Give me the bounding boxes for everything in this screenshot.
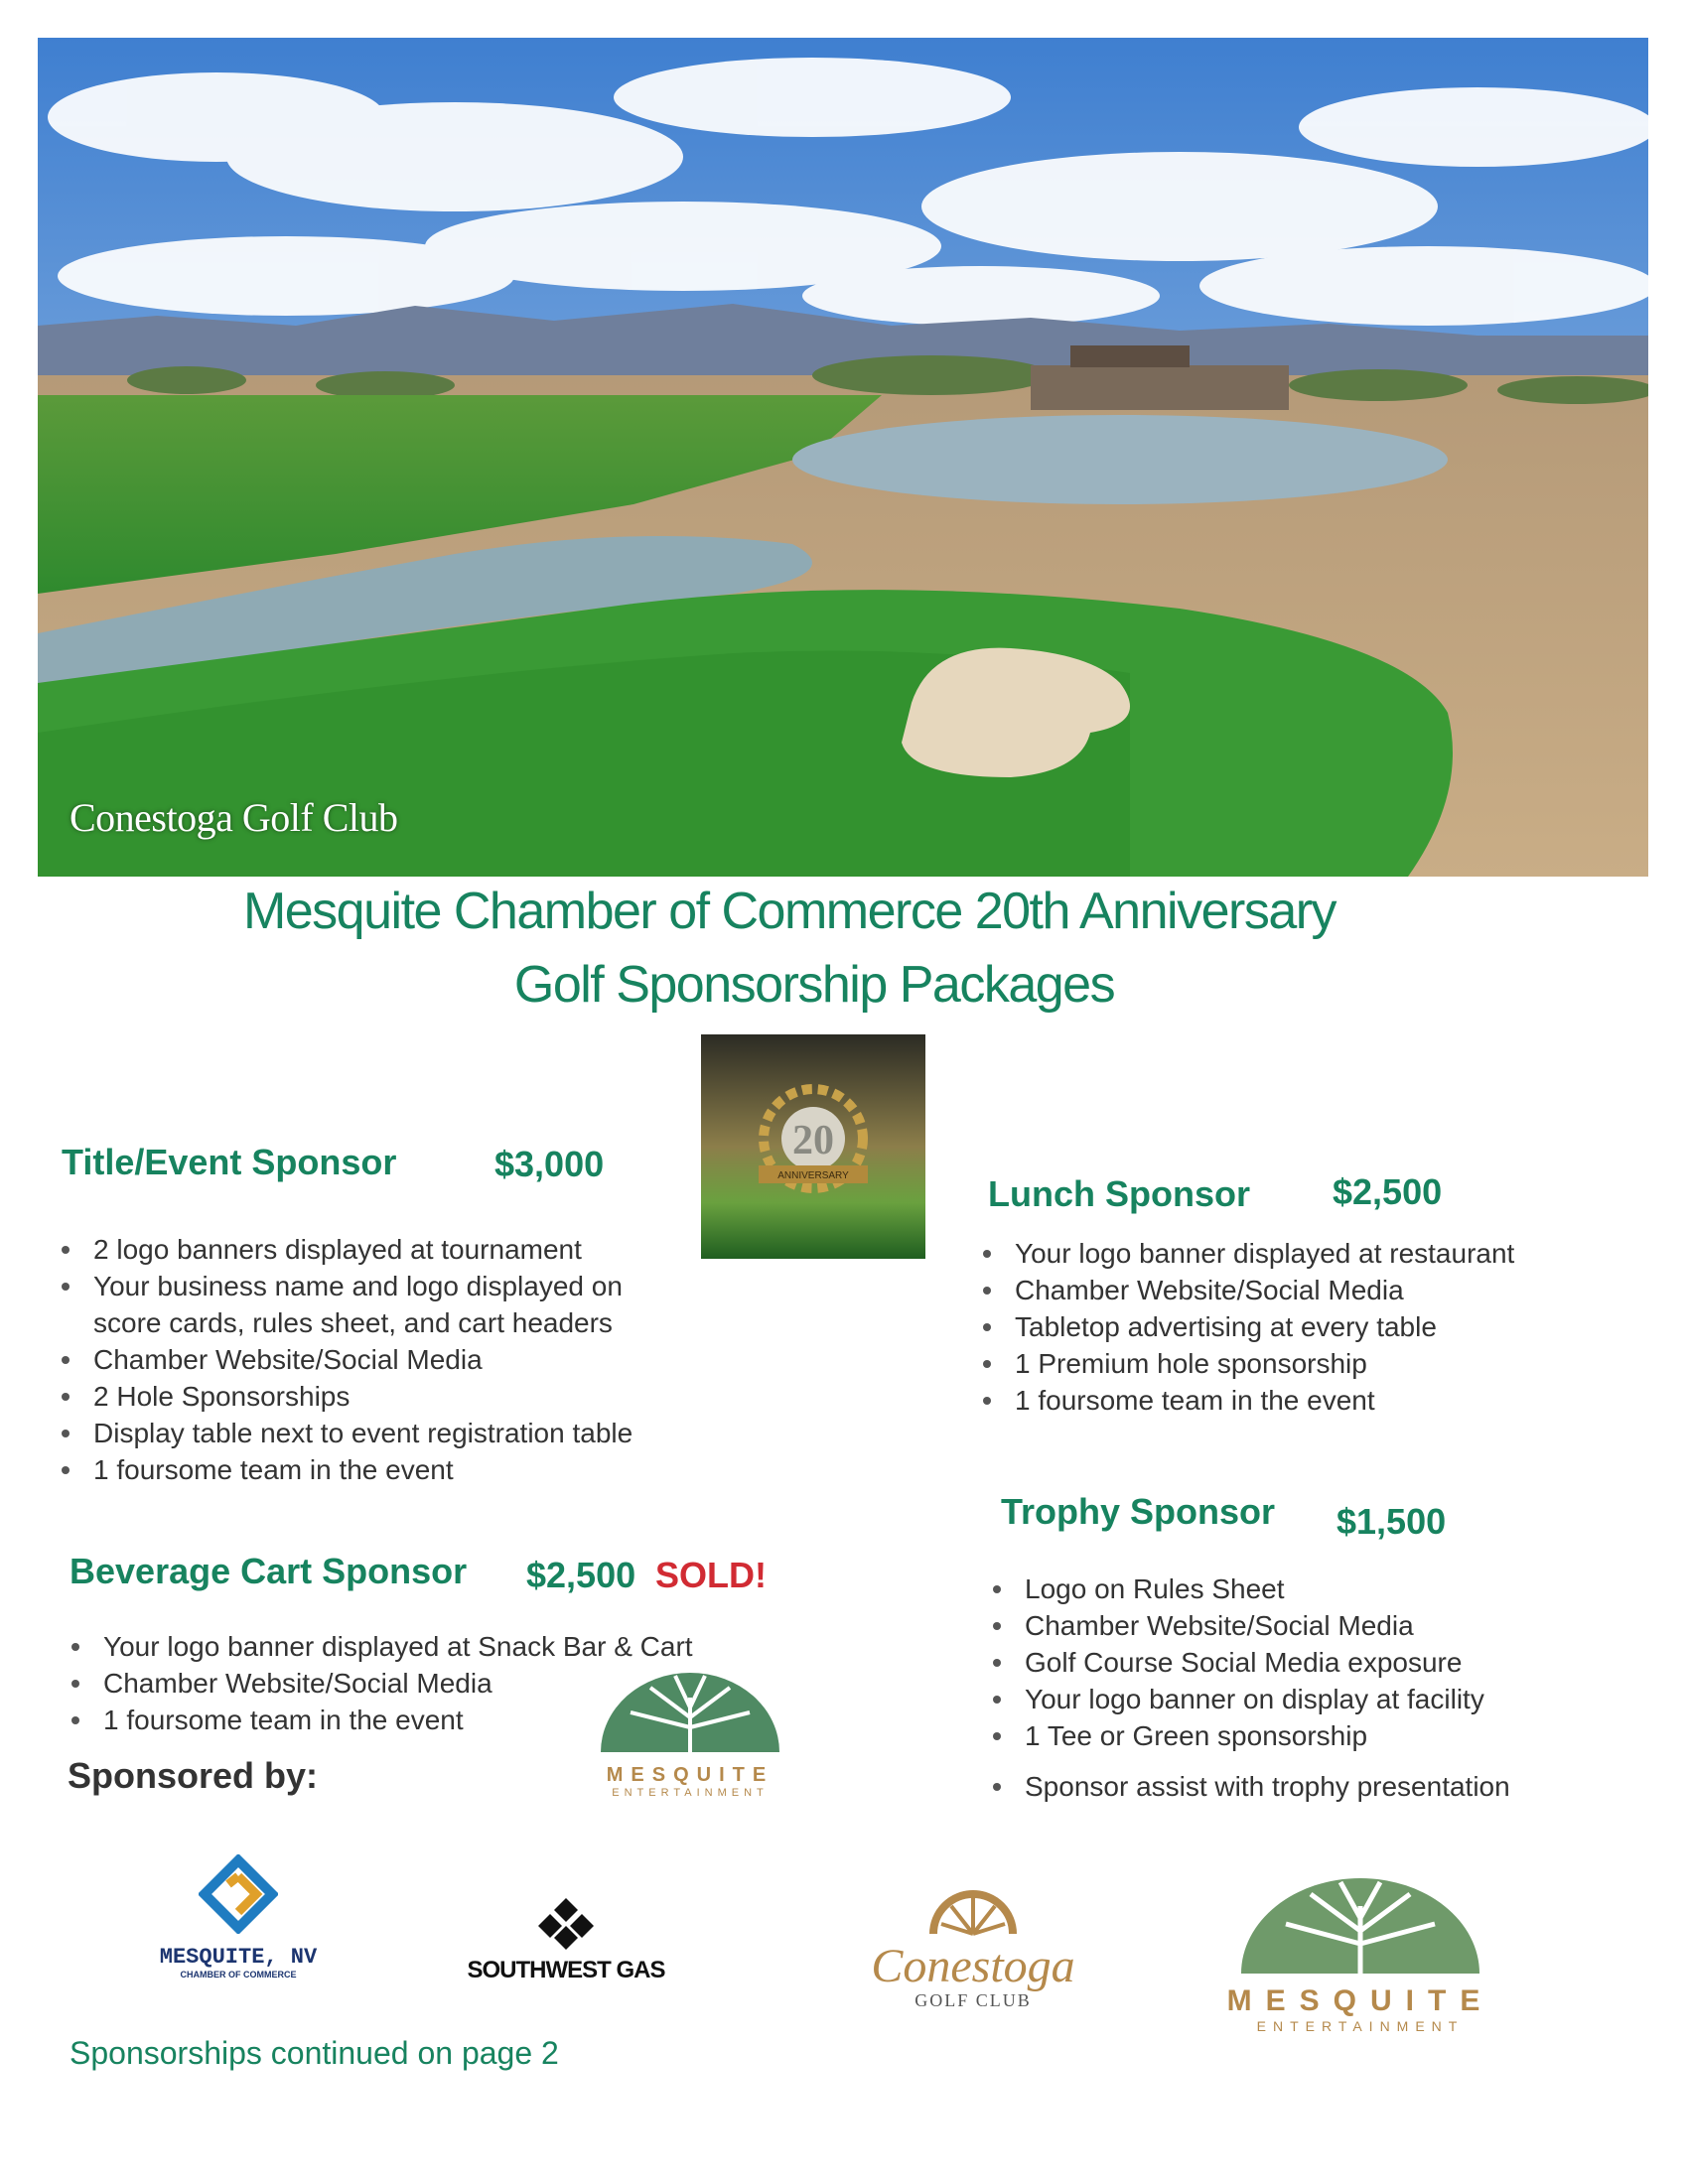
logo-sub: GOLF CLUB: [914, 1990, 1032, 2010]
southwest-gas-mark-icon: [536, 1896, 596, 1952]
list-item: Your logo banner displayed at Snack Bar & Cart: [70, 1628, 725, 1665]
list-item: Golf Course Social Media exposure: [991, 1644, 1626, 1681]
conestoga-logo: [844, 1868, 1102, 2011]
sold-badge: SOLD!: [655, 1555, 767, 1595]
chamber-mark-icon: [199, 1854, 278, 1934]
chamber-logo: [139, 1854, 338, 1979]
hero-caption: Conestoga Golf Club: [70, 795, 398, 840]
title-sponsor-list: [60, 1231, 655, 1488]
list-item: 2 logo banners displayed at tournament: [60, 1231, 655, 1268]
sponsored-by-label: Sponsored by:: [68, 1755, 319, 1796]
badge-number: 20: [792, 1118, 834, 1163]
list-item: Chamber Website/Social Media: [991, 1607, 1626, 1644]
list-item: 1 foursome team in the event: [981, 1382, 1617, 1419]
tree-icon: [581, 1668, 799, 1757]
trophy-sponsor-heading: Trophy Sponsor: [1001, 1491, 1276, 1532]
beverage-sponsor-price: $2,500: [526, 1555, 636, 1595]
list-item: Chamber Website/Social Media: [981, 1272, 1617, 1308]
list-item: Display table next to event registration table: [60, 1415, 655, 1451]
continued-note: Sponsorships continued on page 2: [70, 2035, 559, 2071]
list-item: Sponsor assist with trophy presentation: [991, 1768, 1626, 1805]
beverage-sponsor-heading: Beverage Cart Sponsor: [70, 1551, 468, 1591]
page-subtitle: Golf Sponsorship Packages: [513, 956, 1115, 1014]
hero-photo: [38, 38, 1648, 877]
logo-name: Conestoga: [871, 1940, 1075, 1992]
southwest-gas-logo: [457, 1896, 675, 1984]
trophy-sponsor-price: $1,500: [1336, 1501, 1447, 1542]
logo-name: MESQUITE, NV: [159, 1945, 318, 1970]
list-item: Chamber Website/Social Media: [60, 1341, 655, 1378]
title-sponsor-price: $3,000: [494, 1144, 605, 1184]
tree-icon: [1226, 1876, 1494, 1976]
list-item: 2 Hole Sponsorships: [60, 1378, 655, 1415]
logo-sub: CHAMBER OF COMMERCE: [180, 1970, 297, 1979]
badge-ribbon: ANNIVERSARY: [777, 1170, 849, 1181]
title-sponsor-heading: Title/Event Sponsor: [62, 1142, 397, 1182]
list-item: 1 foursome team in the event: [60, 1451, 655, 1488]
lunch-sponsor-heading: Lunch Sponsor: [988, 1173, 1250, 1214]
lunch-sponsor-list: [981, 1235, 1617, 1419]
anniversary-badge: [701, 1034, 925, 1259]
logo-name: MESQUITE: [1226, 1984, 1494, 2017]
logo-name: SOUTHWEST GAS: [467, 1957, 665, 1983]
list-item: Your business name and logo displayed on score cards, rules sheet, and cart headers: [60, 1268, 655, 1341]
trophy-sponsor-list: [991, 1570, 1626, 1805]
lunch-sponsor-price: $2,500: [1333, 1171, 1443, 1212]
mesquite-entertainment-logo-small: [581, 1668, 799, 1799]
logo-sub: ENTERTAINMENT: [1256, 2018, 1465, 2034]
list-item: Chamber Website/Social Media: [70, 1665, 725, 1702]
logo-name: MESQUITE: [606, 1764, 774, 1786]
list-item: 1 Tee or Green sponsorship: [991, 1717, 1626, 1754]
list-item: Your logo banner displayed at restaurant: [981, 1235, 1617, 1272]
logo-sub: ENTERTAINMENT: [612, 1787, 769, 1799]
list-item: 1 Premium hole sponsorship: [981, 1345, 1617, 1382]
list-item: Logo on Rules Sheet: [991, 1570, 1626, 1607]
page-title: Mesquite Chamber of Commerce 20th Anniversary: [242, 883, 1336, 940]
list-item: 1 foursome team in the event: [70, 1702, 725, 1738]
list-item: Your logo banner on display at facility: [991, 1681, 1626, 1717]
mesquite-entertainment-logo-large: [1221, 1876, 1499, 2034]
list-item: Tabletop advertising at every table: [981, 1308, 1617, 1345]
wagon-wheel-icon: [914, 1868, 1033, 1938]
